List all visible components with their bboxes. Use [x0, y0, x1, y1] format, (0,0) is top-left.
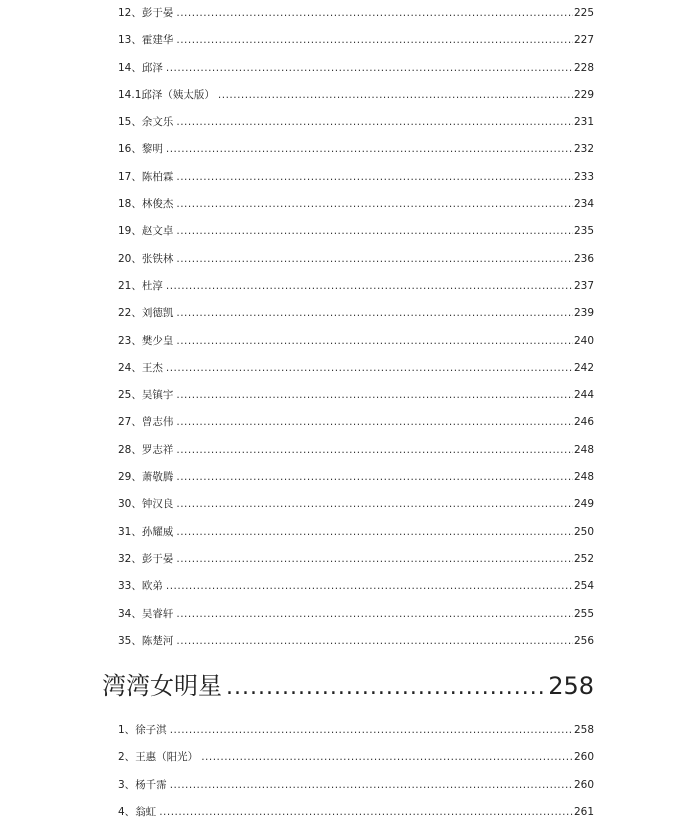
toc-entry-number: 35、 — [118, 634, 142, 647]
toc-entry-page-number: 225 — [573, 7, 594, 19]
toc-entry-page-number: 232 — [573, 143, 594, 156]
dot-leader — [176, 382, 573, 409]
dot-leader — [176, 300, 573, 327]
dot-leader — [201, 744, 573, 771]
toc-entry-number: 32、 — [118, 552, 142, 565]
toc-entry-number: 4、 — [118, 806, 136, 819]
toc-entry[interactable] — [118, 601, 594, 628]
toc-entry-title: 欧弟 — [141, 580, 163, 593]
toc-entry-page-number: 250 — [573, 525, 594, 538]
toc-entry-number: 14.1 — [118, 88, 142, 101]
toc-entry-page-number: 252 — [573, 552, 594, 565]
toc-entry[interactable] — [118, 300, 594, 327]
dot-leader — [166, 136, 573, 163]
dot-leader — [176, 601, 573, 628]
toc-entry[interactable] — [118, 0, 594, 27]
section-page-number: 258 — [548, 672, 594, 701]
toc-entry[interactable] — [118, 164, 594, 191]
toc-entry-page-number: 234 — [573, 198, 594, 211]
toc-entry[interactable] — [118, 191, 594, 218]
dot-leader — [166, 55, 573, 82]
toc-entry-title: 林俊杰 — [141, 198, 174, 211]
toc-entry[interactable] — [118, 772, 594, 799]
toc-entry[interactable] — [118, 717, 594, 744]
dot-leader — [226, 663, 546, 713]
toc-entry-title: 彭于晏 — [141, 7, 174, 19]
toc-entry[interactable] — [118, 409, 594, 436]
toc-entry-page-number: 231 — [573, 116, 594, 129]
toc-entry-page-number: 227 — [573, 34, 594, 47]
dot-leader — [176, 464, 573, 491]
dot-leader — [176, 218, 573, 245]
toc-entry-number: 14、 — [118, 61, 142, 74]
toc-entry-page-number: 255 — [573, 607, 594, 620]
toc-entry-title: 余文乐 — [141, 116, 174, 129]
toc-entry[interactable] — [118, 519, 594, 546]
toc-entry-title: 翁虹 — [135, 806, 157, 819]
toc-entry[interactable] — [118, 82, 594, 109]
toc-entry[interactable] — [118, 55, 594, 82]
dot-leader — [176, 0, 573, 27]
toc-entry-title: 邱泽（姨太版） — [141, 88, 215, 101]
toc-entry-page-number: 235 — [573, 225, 594, 238]
toc-entry-number: 23、 — [118, 334, 142, 347]
toc-entry-page-number: 229 — [573, 88, 594, 101]
toc-entry[interactable] — [118, 744, 594, 771]
toc-entry-number: 12、 — [118, 7, 142, 19]
toc-entry-number: 15、 — [118, 116, 142, 129]
dot-leader — [166, 273, 573, 300]
toc-entry-number: 34、 — [118, 607, 142, 620]
dot-leader — [176, 191, 573, 218]
toc-entry[interactable] — [118, 799, 594, 826]
toc-entry-number: 2、 — [118, 751, 136, 764]
toc-entry[interactable] — [118, 136, 594, 163]
toc-entry-title: 曾志伟 — [141, 416, 174, 429]
toc-entry[interactable] — [118, 437, 594, 464]
toc-entry[interactable] — [118, 464, 594, 491]
toc-entry[interactable] — [118, 546, 594, 573]
toc-entry-page-number: 240 — [573, 334, 594, 347]
toc-entry-page-number: 248 — [573, 471, 594, 484]
toc-entry-page-number: 256 — [573, 634, 594, 647]
toc-entry-page-number: 248 — [573, 443, 594, 456]
toc-entry[interactable] — [118, 27, 594, 54]
dot-leader — [176, 109, 573, 136]
toc-entry-page-number: 239 — [573, 307, 594, 320]
toc-entry-number: 20、 — [118, 252, 142, 265]
toc-entry-page-number: 249 — [573, 498, 594, 511]
toc-entry-number: 24、 — [118, 361, 142, 374]
toc-entry-number: 3、 — [118, 778, 136, 791]
toc-entry[interactable] — [118, 109, 594, 136]
toc-entry-page-number: 258 — [573, 724, 594, 737]
toc-entry-title: 孙耀威 — [141, 525, 174, 538]
toc-entry[interactable] — [118, 328, 594, 355]
dot-leader — [176, 628, 573, 655]
toc-entry[interactable] — [118, 218, 594, 245]
toc-entry-title: 刘德凯 — [141, 307, 174, 320]
toc-entry-title: 钟汉良 — [141, 498, 174, 511]
toc-entry[interactable] — [118, 382, 594, 409]
toc-entry-title: 杨千霈 — [135, 778, 167, 791]
toc-entry-page-number: 237 — [573, 279, 594, 292]
toc-entry-number: 18、 — [118, 198, 142, 211]
dot-leader — [176, 491, 573, 518]
toc-entry[interactable] — [118, 246, 594, 273]
table-of-contents — [102, 0, 594, 826]
toc-entry-title: 彭于晏 — [141, 552, 174, 565]
toc-entry-title: 樊少皇 — [141, 334, 174, 347]
dot-leader — [176, 546, 573, 573]
toc-entry-title: 萧敬腾 — [141, 471, 174, 484]
dot-leader — [176, 409, 573, 436]
toc-entry-number: 29、 — [118, 471, 142, 484]
toc-entry-page-number: 236 — [573, 252, 594, 265]
toc-entry-title: 陈楚河 — [141, 634, 174, 647]
toc-entry-page-number: 228 — [573, 61, 594, 74]
toc-entry[interactable] — [118, 273, 594, 300]
toc-entry-number: 28、 — [118, 443, 142, 456]
toc-entry-page-number: 260 — [573, 778, 594, 791]
toc-entry-number: 17、 — [118, 170, 142, 183]
toc-entry-page-number: 254 — [573, 580, 594, 593]
toc-entry-page-number: 260 — [573, 751, 594, 764]
toc-entry-page-number: 244 — [573, 389, 594, 402]
toc-entry[interactable] — [118, 491, 594, 518]
toc-entry-number: 33、 — [118, 580, 142, 593]
toc-entry-number: 19、 — [118, 225, 142, 238]
toc-entry-title: 陈柏霖 — [141, 170, 174, 183]
dot-leader — [176, 27, 573, 54]
dot-leader — [159, 799, 573, 826]
dot-leader — [218, 82, 573, 109]
toc-entry-title: 张铁林 — [141, 252, 174, 265]
toc-entry-page-number: 261 — [573, 806, 594, 819]
dot-leader — [166, 355, 573, 382]
toc-entry-title: 徐子淇 — [135, 724, 167, 737]
toc-entry-title: 王杰 — [141, 361, 163, 374]
toc-entry[interactable] — [118, 355, 594, 382]
toc-entry-title: 黎明 — [141, 143, 163, 156]
toc-entry-page-number: 233 — [573, 170, 594, 183]
toc-entry-title: 罗志祥 — [141, 443, 174, 456]
dot-leader — [170, 717, 573, 744]
toc-entry-number: 16、 — [118, 143, 142, 156]
dot-leader — [176, 164, 573, 191]
toc-entry-title: 吴睿轩 — [141, 607, 174, 620]
toc-entry-number: 30、 — [118, 498, 142, 511]
toc-entry-number: 25、 — [118, 389, 142, 402]
dot-leader — [176, 437, 573, 464]
toc-entry-page-number: 242 — [573, 361, 594, 374]
toc-entry-page-number: 246 — [573, 416, 594, 429]
toc-entry-title: 霍建华 — [141, 34, 174, 47]
dot-leader — [176, 519, 573, 546]
toc-entry-number: 13、 — [118, 34, 142, 47]
toc-entry-number: 21、 — [118, 279, 142, 292]
toc-entry-number: 22、 — [118, 307, 142, 320]
dot-leader — [176, 246, 573, 273]
toc-entry-number: 1、 — [118, 724, 136, 737]
toc-entry[interactable] — [118, 573, 594, 600]
toc-entry-title: 王惠（阳光） — [135, 751, 199, 764]
section-title: 湾湾女明星 — [102, 672, 222, 701]
toc-entry-title: 吴镇宇 — [141, 389, 174, 402]
toc-section-heading[interactable] — [102, 661, 594, 711]
dot-leader — [176, 328, 573, 355]
toc-entry[interactable] — [118, 628, 594, 655]
toc-entry-number: 31、 — [118, 525, 142, 538]
toc-entry-number: 27、 — [118, 416, 142, 429]
toc-entry-title: 邱泽 — [141, 61, 163, 74]
toc-entry-title: 杜淳 — [141, 279, 163, 292]
dot-leader — [170, 772, 573, 799]
dot-leader — [166, 573, 573, 600]
toc-entry-title: 赵文卓 — [141, 225, 174, 238]
